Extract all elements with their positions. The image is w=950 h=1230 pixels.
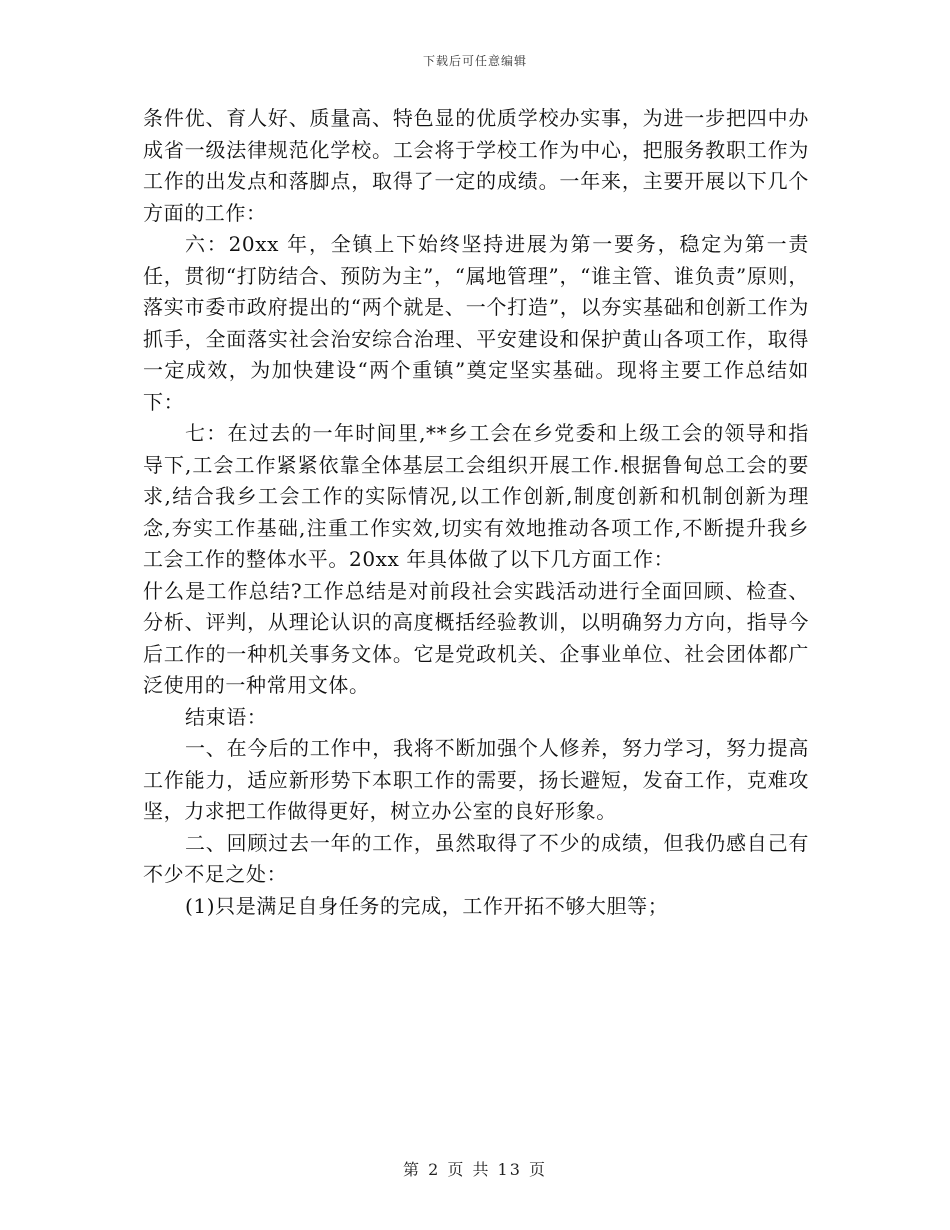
paragraph-conclusion-one: 一、在今后的工作中，我将不断加强个人修养，努力学习，努力提高工作能力，适应新形势下本职工作的需要，扬长避短，发奋工作，克难攻坚，力求把工作做得更好，树立办公室的良好形象。: [143, 736, 809, 823]
paragraph-conclusion-heading: 结束语：: [185, 704, 268, 729]
paragraph-intro-continuation: 条件优、育人好、质量高、特色显的优质学校办实事，为进一步把四中办成省一级法律规范化学校。工会将于学校工作为中心，把服务教职工作为工作的出发点和落脚点，取得了一定的成绩。一年来，主要开展以下几个方面的工作：: [143, 106, 809, 225]
paragraph-seven: 七：在过去的一年时间里,**乡工会在乡党委和上级工会的领导和指导下,工会工作紧紧依靠全体基层工会组织开展工作.根据鲁甸总工会的要求,结合我乡工会工作的实际情况,以工作创新,制度创新和机制创新为理念,夯实工作基础,注重工作实效,切实有效地推动各项工作,不断提升我乡工会工作的整体水平。20xx 年具体做了以下几方面工作：: [143, 421, 809, 571]
paragraph-conclusion-two: 二、回顾过去一年的工作，虽然取得了不少的成绩，但我仍感自己有不少不足之处：: [143, 830, 809, 886]
paragraph-list-item-one: (1)只是满足自身任务的完成，工作开拓不够大胆等；: [185, 893, 669, 918]
page-header: 下载后可任意编辑: [422, 54, 527, 68]
paragraph-what-is-summary: 什么是工作总结?工作总结是对前段社会实践活动进行全面回顾、检查、分析、评判，从理论认识的高度概括经验教训，以明确努力方向，指导今后工作的一种机关事务文体。它是党政机关、企事业单位、社会团体都广泛使用的一种常用文体。: [143, 578, 809, 697]
document-body: [143, 103, 809, 922]
paragraph-six: 六：20xx 年，全镇上下始终坚持进展为第一要务，稳定为第一责任，贯彻“打防结合、预防为主”，“属地管理”，“谁主管、谁负责”原则，落实市委市政府提出的“两个就是、一个打造”，以夯实基础和创新工作为抓手，全面落实社会治安综合治理、平安建设和保护黄山各项工作，取得一定成效，为加快建设“两个重镇”奠定坚实基础。现将主要工作总结如下：: [143, 232, 809, 414]
page-footer: 第 2 页 共 13 页: [403, 1160, 547, 1179]
